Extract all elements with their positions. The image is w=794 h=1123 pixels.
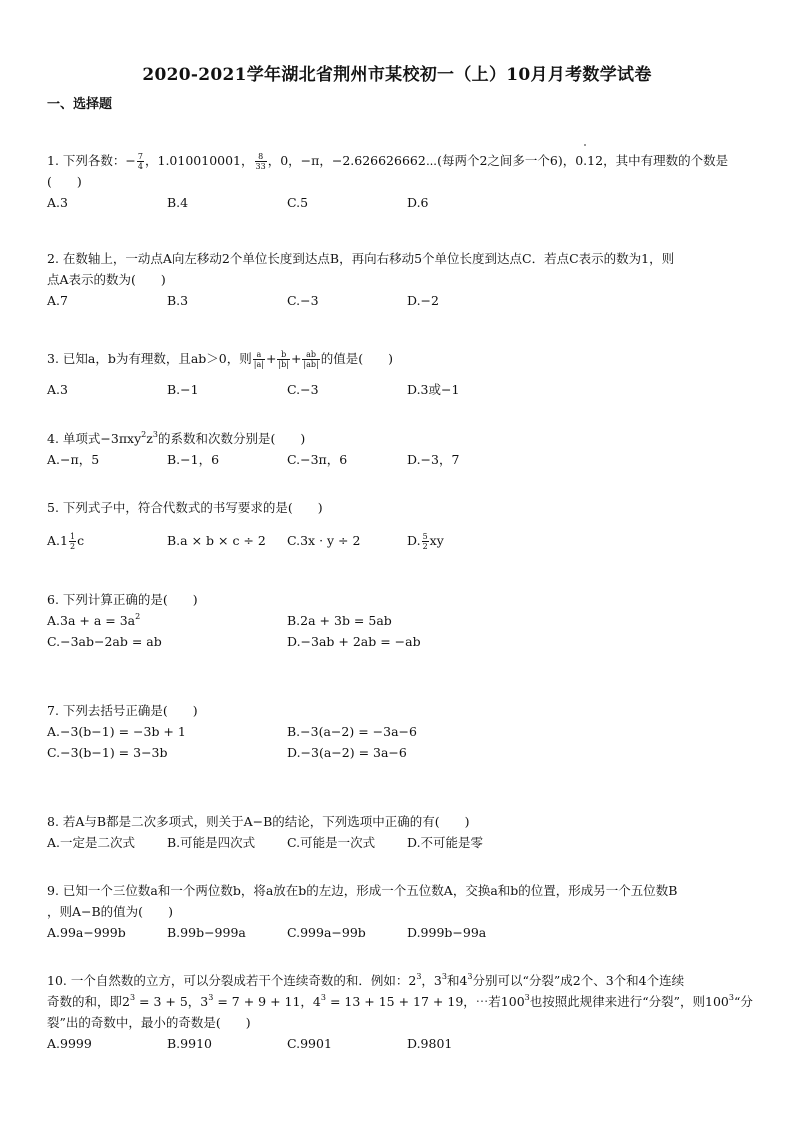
option-c[interactable]: C.−3ab−2ab = ab (47, 634, 162, 649)
question-2-stem-line2: 点A表示的数为( ) (47, 272, 166, 287)
option-d[interactable]: D.9801 (407, 1036, 453, 1051)
option-c[interactable]: C.5 (287, 195, 309, 210)
fraction: $\frac{8}{33}$ (255, 152, 266, 171)
question-5-options (47, 530, 747, 551)
question-6-stem: 6. 下列计算正确的是( ) (47, 592, 198, 607)
option-d[interactable]: D.999b−99a (407, 925, 487, 940)
option-b[interactable]: B.−1 (167, 382, 199, 397)
option-b[interactable]: B.3 (167, 293, 189, 308)
question-8 (47, 811, 747, 853)
question-1-paren: ( ) (47, 174, 82, 189)
option-a[interactable]: A.1 $\frac{1}{2}$ c (47, 532, 85, 551)
option-c[interactable]: C.−3 (287, 293, 319, 308)
question-4 (47, 428, 747, 470)
option-d[interactable]: D. $\frac{5}{2}$ xy (407, 532, 444, 551)
question-10-stem-line3: 裂”出的奇数中，最小的奇数是( ) (47, 1015, 251, 1030)
option-d[interactable]: D.−2 (407, 293, 439, 308)
question-9-stem-line2: ，则A−B的值为( ) (47, 904, 173, 919)
option-c[interactable]: C.−3π，6 (287, 452, 348, 467)
question-1 (47, 150, 747, 213)
option-a[interactable]: A.7 (47, 293, 68, 308)
option-c[interactable]: C.−3 (287, 382, 319, 397)
option-c[interactable]: C.999a−99b (287, 925, 366, 940)
question-2-options (47, 290, 747, 311)
option-d[interactable]: D.6 (407, 195, 429, 210)
page-title: 2020-2021学年湖北省荆州市某校初一（上）10月月考数学试卷 (142, 65, 652, 85)
question-5 (47, 497, 747, 551)
question-9-options (47, 922, 747, 943)
option-a[interactable]: A.−π，5 (47, 452, 100, 467)
option-a[interactable]: A.3 (47, 195, 68, 210)
option-c[interactable]: C.9901 (287, 1036, 332, 1051)
question-9 (47, 880, 747, 943)
fraction: $\frac{1}{2}$ (69, 532, 76, 551)
question-2-stem-line1: 2. 在数轴上，一动点A向左移动2个单位长度到达点B，再向右移动5个单位长度到达点C．若点C表示的数为1，则 (47, 251, 675, 266)
option-b[interactable]: B.−1，6 (167, 452, 220, 467)
question-1-options (47, 192, 747, 213)
question-10 (47, 970, 753, 1054)
option-d[interactable]: D.不可能是零 (407, 835, 484, 850)
question-7-options-row1 (47, 721, 747, 742)
option-a[interactable]: A.99a−999b (47, 925, 126, 940)
option-a[interactable]: A.−3(b−1) = −3b + 1 (47, 724, 186, 739)
question-1-stem: 1. 下列各数：− $\frac{7}{4}$ ，1.010010001， $\frac{8}{33}$ ，0，−π，−2.626626662⋯(每两个2之间多一个6)，0.12，其中有理数的个数是 (47, 152, 729, 171)
question-3-stem: 3. 已知a，b为有理数，且ab＞0，则 $\frac{a}{|a|}$ + $\frac{b}{|b|}$ + $\frac{ab}{|ab|}$ 的值是( ) (47, 350, 393, 369)
fraction: $\frac{7}{4}$ (137, 152, 143, 171)
question-2 (47, 248, 747, 311)
option-a[interactable]: $A.3a + a = 3a^2$ (47, 612, 141, 628)
question-7 (47, 700, 747, 763)
option-b[interactable]: B.9910 (167, 1036, 212, 1051)
question-7-stem: 7. 下列去括号正确是( ) (47, 703, 198, 718)
option-c[interactable]: C.3x · y ÷ 2 (287, 533, 361, 548)
question-3 (47, 348, 747, 400)
option-d[interactable]: D.3或−1 (407, 382, 460, 397)
question-10-stem-line1: 10. 一个自然数的立方，可以分裂成若干个连续奇数的和．例如：$2^3$，$3^3$和$4^3$分别可以“分裂”成2个、3个和4个连续 (47, 972, 685, 988)
option-a[interactable]: A.3 (47, 382, 68, 397)
scan-dot (584, 144, 586, 146)
fraction: $\frac{b}{|b|}$ (278, 350, 289, 369)
question-10-options (47, 1033, 747, 1054)
option-b[interactable]: B.2a + 3b = 5ab (287, 613, 392, 628)
option-d[interactable]: D.−3，7 (407, 452, 460, 467)
question-9-stem-line1: 9. 已知一个三位数a和一个两位数b，将a放在b的左边，形成一个五位数A，交换a和b的位置，形成另一个五位数B (47, 883, 678, 898)
option-b[interactable]: B.a × b × c ÷ 2 (167, 533, 266, 548)
question-6 (47, 589, 747, 652)
option-c[interactable]: C.可能是一次式 (287, 835, 376, 850)
option-a[interactable]: A.9999 (47, 1036, 92, 1051)
question-5-stem: 5. 下列式子中，符合代数式的书写要求的是( ) (47, 500, 323, 515)
option-c[interactable]: C.−3(b−1) = 3−3b (47, 745, 168, 760)
fraction: $\frac{a}{|a|}$ (253, 350, 264, 369)
question-3-options (47, 379, 747, 400)
question-4-stem: 4. 单项式$-3\pi xy^2z^3$的系数和次数分别是( ) (47, 430, 306, 446)
option-b[interactable]: B.4 (167, 195, 189, 210)
question-6-options-row1 (47, 610, 747, 631)
option-b[interactable]: B.99b−999a (167, 925, 246, 940)
fraction: $\frac{ab}{|ab|}$ (303, 350, 319, 369)
question-8-stem: 8. 若A与B都是二次多项式，则关于A−B的结论，下列选项中正确的有( ) (47, 814, 470, 829)
section-heading: 一、选择题 (47, 97, 113, 112)
option-b[interactable]: B.可能是四次式 (167, 835, 256, 850)
question-4-options (47, 449, 747, 470)
option-a[interactable]: A.一定是二次式 (47, 835, 136, 850)
option-d[interactable]: D.−3ab + 2ab = −ab (287, 634, 421, 649)
question-8-options (47, 832, 747, 853)
question-7-options-row2 (47, 742, 747, 763)
fraction: $\frac{5}{2}$ (422, 532, 428, 551)
option-b[interactable]: B.−3(a−2) = −3a−6 (287, 724, 417, 739)
question-10-stem-line2: 奇数的和，即$2^3 = 3 + 5$，$3^3 = 7 + 9 + 11$，$4^3 = 13 + 15 + 17 + 19$，⋯若$100^3$也按照此规律来进行“分裂”，则$100^3“$分 (47, 993, 753, 1009)
option-d[interactable]: D.−3(a−2) = 3a−6 (287, 745, 407, 760)
question-6-options-row2 (47, 631, 747, 652)
